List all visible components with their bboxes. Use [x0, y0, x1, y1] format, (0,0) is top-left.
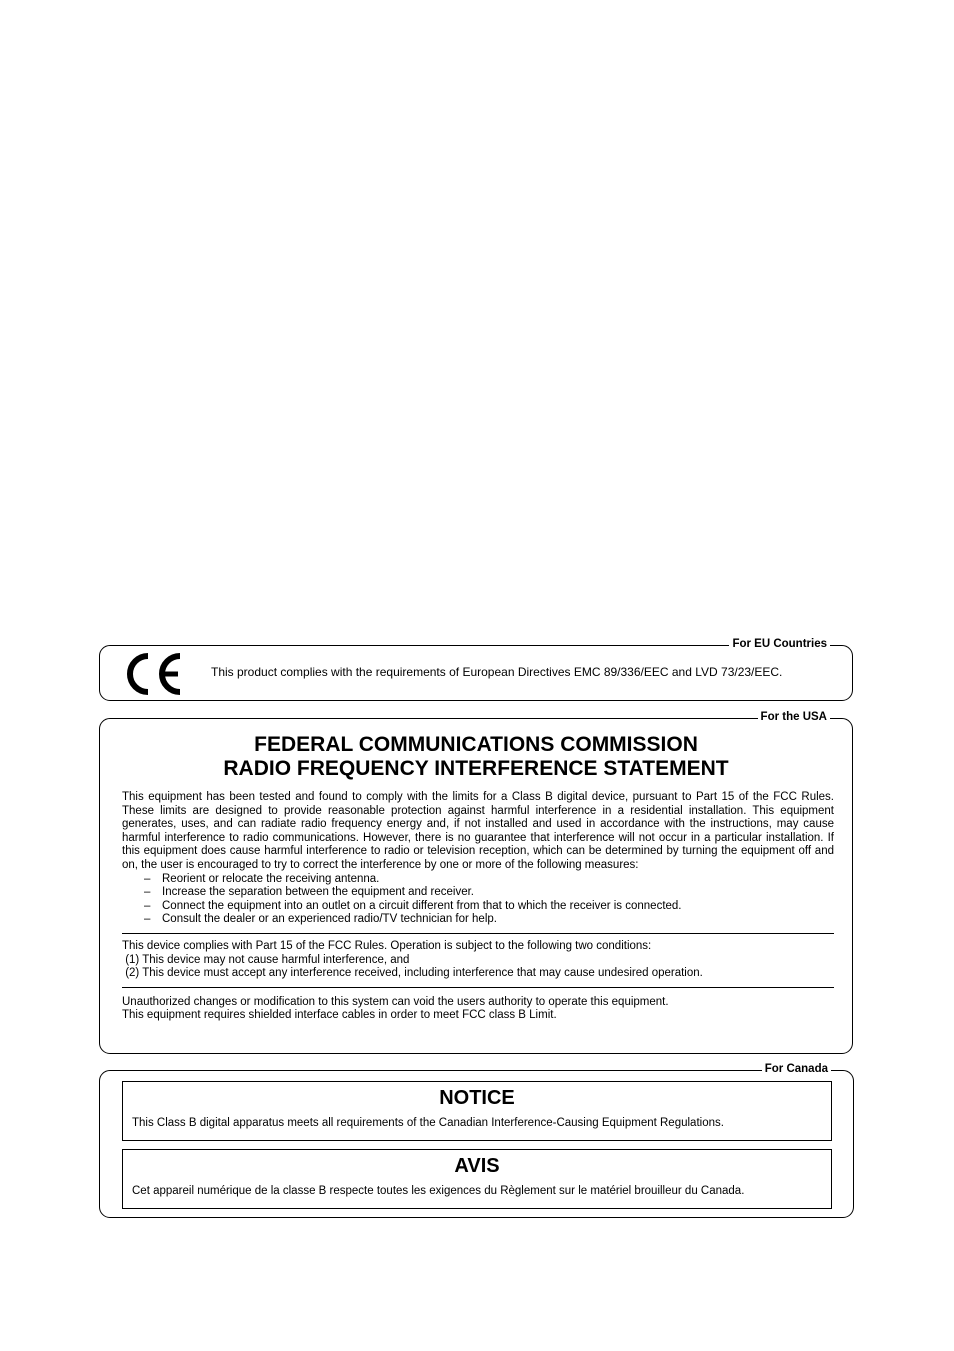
- notice-text: This Class B digital apparatus meets all requirements of the Canadian Interference-Causing Equipment Regulations.: [132, 1117, 724, 1129]
- list-item: [122, 900, 834, 914]
- measure-text: Connect the equipment into an outlet on a circuit different from that to which the receiver is connected.: [162, 899, 682, 912]
- usa-section-tag: For the USA: [758, 710, 830, 724]
- usa-fcc-box: [99, 711, 853, 1054]
- avis-box: [122, 1149, 832, 1209]
- eu-section-tag: For EU Countries: [729, 637, 830, 651]
- measure-text: Consult the dealer or an experienced radio/TV technician for help.: [162, 913, 497, 926]
- list-item: [122, 886, 834, 900]
- eu-compliance-text: This product complies with the requirements of European Directives EMC 89/336/EEC and LVD 73/23/EEC.: [211, 665, 783, 679]
- warning-2: This equipment requires shielded interface cables in order to meet FCC class B Limit.: [122, 1009, 557, 1022]
- notice-title: NOTICE: [439, 1087, 515, 1109]
- avis-title: AVIS: [454, 1155, 500, 1177]
- fcc-body: [122, 791, 834, 1023]
- divider-thick: [122, 933, 834, 934]
- divider-thin: [122, 987, 834, 988]
- fcc-title: [100, 733, 852, 781]
- list-dash: –: [144, 913, 151, 926]
- list-dash: –: [144, 886, 151, 899]
- canada-box: [99, 1063, 854, 1218]
- condition-2: (2) This device must accept any interference received, including interference that may cause undesired operation.: [122, 967, 703, 980]
- ce-mark-icon: [120, 652, 184, 696]
- measure-text: Reorient or relocate the receiving antenna.: [162, 872, 380, 885]
- fcc-title-line-1: FEDERAL COMMUNICATIONS COMMISSION: [254, 733, 698, 756]
- condition-1: (1) This device may not cause harmful interference, and: [122, 953, 410, 966]
- avis-text: Cet appareil numérique de la classe B respecte toutes les exigences du Règlement sur le matériel brouilleur du Canada.: [132, 1185, 745, 1197]
- fcc-title-line-2: RADIO FREQUENCY INTERFERENCE STATEMENT: [223, 757, 729, 780]
- eu-compliance-box: [99, 638, 853, 701]
- measure-text: Increase the separation between the equipment and receiver.: [162, 886, 474, 899]
- warning-1: Unauthorized changes or modification to this system can void the users authority to operate this equipment.: [122, 995, 669, 1008]
- part15-intro: This device complies with Part 15 of the FCC Rules. Operation is subject to the following two conditions:: [122, 939, 652, 952]
- list-dash: –: [144, 899, 151, 912]
- notice-box: [122, 1081, 832, 1141]
- list-dash: –: [144, 872, 151, 885]
- list-item: [122, 873, 834, 887]
- canada-section-tag: For Canada: [762, 1062, 831, 1076]
- fcc-paragraph: This equipment has been tested and found to comply with the limits for a Class B digital device, pursuant to Part 15 of the FCC Rules. These limits are designed to provide reasonable protection against harmful interference in a residential installation. This equipment generates, uses, and can radiate radio frequency energy and, if not installed and used in accordance with the instructions, may cause harmful interference to radio communications. However, there is no guarantee that interference will not occur in a particular installation. If this equipment does cause harmful interference to radio or television reception, which can be determined by turning the equipment off and on, the user is encouraged to try to correct the interference by one or more of the following measures:: [122, 791, 834, 871]
- list-item: [122, 913, 834, 927]
- fcc-measures-list: [122, 873, 834, 927]
